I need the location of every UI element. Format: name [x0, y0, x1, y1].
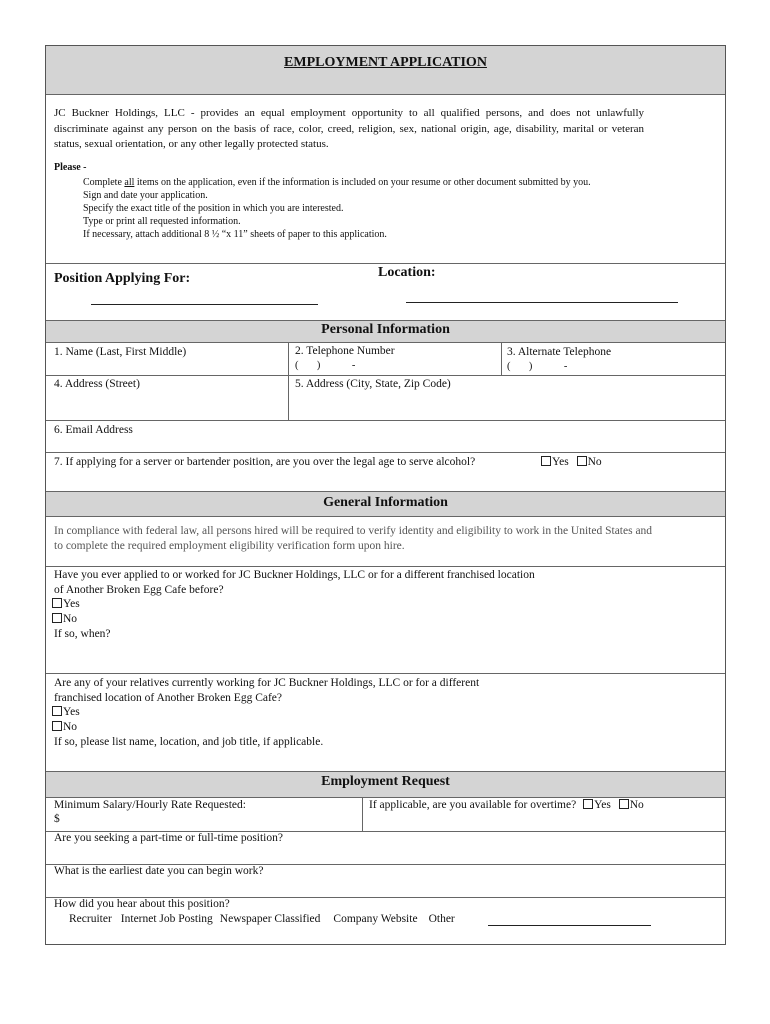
referral-source-options [69, 912, 455, 927]
overtime-label: If applicable, are you available for overtime? [369, 799, 577, 811]
prior-employment-yes [52, 597, 80, 612]
divider [46, 420, 725, 421]
source-internet-job-posting[interactable]: Internet Job Posting [120, 913, 213, 925]
divider [46, 342, 725, 343]
page-title: EMPLOYMENT APPLICATION [284, 55, 487, 70]
other-source-input-line[interactable] [488, 925, 651, 926]
yes-label: Yes [63, 598, 80, 610]
prior-employment-when[interactable]: If so, when? [54, 628, 111, 640]
compliance-line-1: In compliance with federal law, all persons hired will be required to verify identity and eligibility to work in the United States and [54, 525, 653, 537]
alcohol-options [541, 455, 602, 470]
yes-label: Yes [63, 706, 80, 718]
alternate-telephone-format: ( ) - [507, 361, 568, 372]
prior-employment-question-2: of Another Broken Egg Cafe before? [54, 584, 224, 596]
yes-label: Yes [594, 799, 611, 811]
source-recruiter[interactable]: Recruiter [69, 913, 112, 925]
prior-employment-no [52, 612, 77, 627]
no-label: No [63, 721, 78, 733]
divider [46, 375, 725, 376]
personal-information-heading: Personal Information [321, 322, 450, 337]
please-label: Please - [54, 162, 87, 173]
source-newspaper-classified[interactable]: Newspaper Classified [219, 913, 321, 925]
relatives-yes [52, 705, 80, 720]
general-information-heading: General Information [323, 495, 448, 510]
divider [46, 673, 725, 674]
position-label: Position Applying For: [54, 271, 191, 286]
prior-employment-question: Have you ever applied to or worked for JC Buckner Holdings, LLC or for a different franchised location [54, 569, 535, 581]
dollar-sign: $ [54, 813, 60, 825]
yes-checkbox[interactable] [52, 598, 62, 608]
overtime-question [369, 798, 644, 813]
location-label: Location: [378, 265, 436, 280]
instruction-5: If necessary, attach additional 8 ½ “x 11” sheets of paper to this application. [83, 229, 387, 240]
divider [501, 342, 502, 375]
divider [46, 263, 725, 264]
no-checkbox[interactable] [52, 721, 62, 731]
position-input-line[interactable] [91, 304, 318, 305]
instruction-1: Complete all items on the application, even if the information is included on your resume or other document submitted by you. [83, 177, 591, 188]
location-input-line[interactable] [406, 302, 678, 303]
telephone-format: ( ) - [295, 360, 356, 371]
eeo-statement: JC Buckner Holdings, LLC - provides an equal employment opportunity to all qualified persons, and does not unlawfully discriminate against any person on the basis of race, color, creed, religion, sex, national origin, age, disability, marital or veteran status, sexual orientation, or any other legally protected status. [54, 107, 644, 150]
divider [46, 516, 725, 517]
employment-application-form [45, 45, 726, 945]
alcohol-question: 7. If applying for a server or bartender position, are you over the legal age to serve alcohol? [54, 456, 476, 468]
no-checkbox[interactable] [52, 613, 62, 623]
alternate-telephone-field[interactable]: 3. Alternate Telephone [507, 346, 612, 358]
relatives-no [52, 720, 77, 735]
relatives-question: Are any of your relatives currently working for JC Buckner Holdings, LLC or for a different [54, 677, 480, 689]
email-field[interactable]: 6. Email Address [54, 424, 133, 436]
divider [46, 94, 725, 95]
address-street-field[interactable]: 4. Address (Street) [54, 378, 140, 390]
referral-source-question: How did you hear about this position? [54, 898, 230, 910]
divider [46, 566, 725, 567]
divider [46, 320, 725, 321]
no-label: No [587, 456, 602, 468]
yes-checkbox[interactable] [541, 456, 551, 466]
divider [46, 452, 725, 453]
employment-request-heading: Employment Request [321, 774, 450, 789]
name-field[interactable]: 1. Name (Last, First Middle) [54, 346, 187, 358]
yes-checkbox[interactable] [52, 706, 62, 716]
minimum-salary-field[interactable]: Minimum Salary/Hourly Rate Requested: [54, 799, 246, 811]
divider [288, 342, 289, 420]
compliance-line-2: to complete the required employment eligibility verification form upon hire. [54, 540, 405, 552]
instruction-4: Type or print all requested information. [83, 216, 241, 227]
instruction-3: Specify the exact title of the position in which you are interested. [83, 203, 344, 214]
relatives-details[interactable]: If so, please list name, location, and job title, if applicable. [54, 736, 324, 748]
source-other[interactable]: Other [428, 913, 455, 925]
no-checkbox[interactable] [619, 799, 629, 809]
no-label: No [629, 799, 644, 811]
instruction-2: Sign and date your application. [83, 190, 208, 201]
relatives-question-2: franchised location of Another Broken Egg Cafe? [54, 692, 283, 704]
no-checkbox[interactable] [577, 456, 587, 466]
source-company-website[interactable]: Company Website [333, 913, 418, 925]
yes-checkbox[interactable] [583, 799, 593, 809]
divider [362, 797, 363, 831]
no-label: No [63, 613, 78, 625]
address-city-field[interactable]: 5. Address (City, State, Zip Code) [295, 378, 451, 390]
yes-label: Yes [552, 456, 569, 468]
part-full-time-field[interactable]: Are you seeking a part-time or full-time position? [54, 832, 283, 844]
telephone-field[interactable]: 2. Telephone Number [295, 345, 395, 357]
earliest-start-date-field[interactable]: What is the earliest date you can begin work? [54, 865, 264, 877]
